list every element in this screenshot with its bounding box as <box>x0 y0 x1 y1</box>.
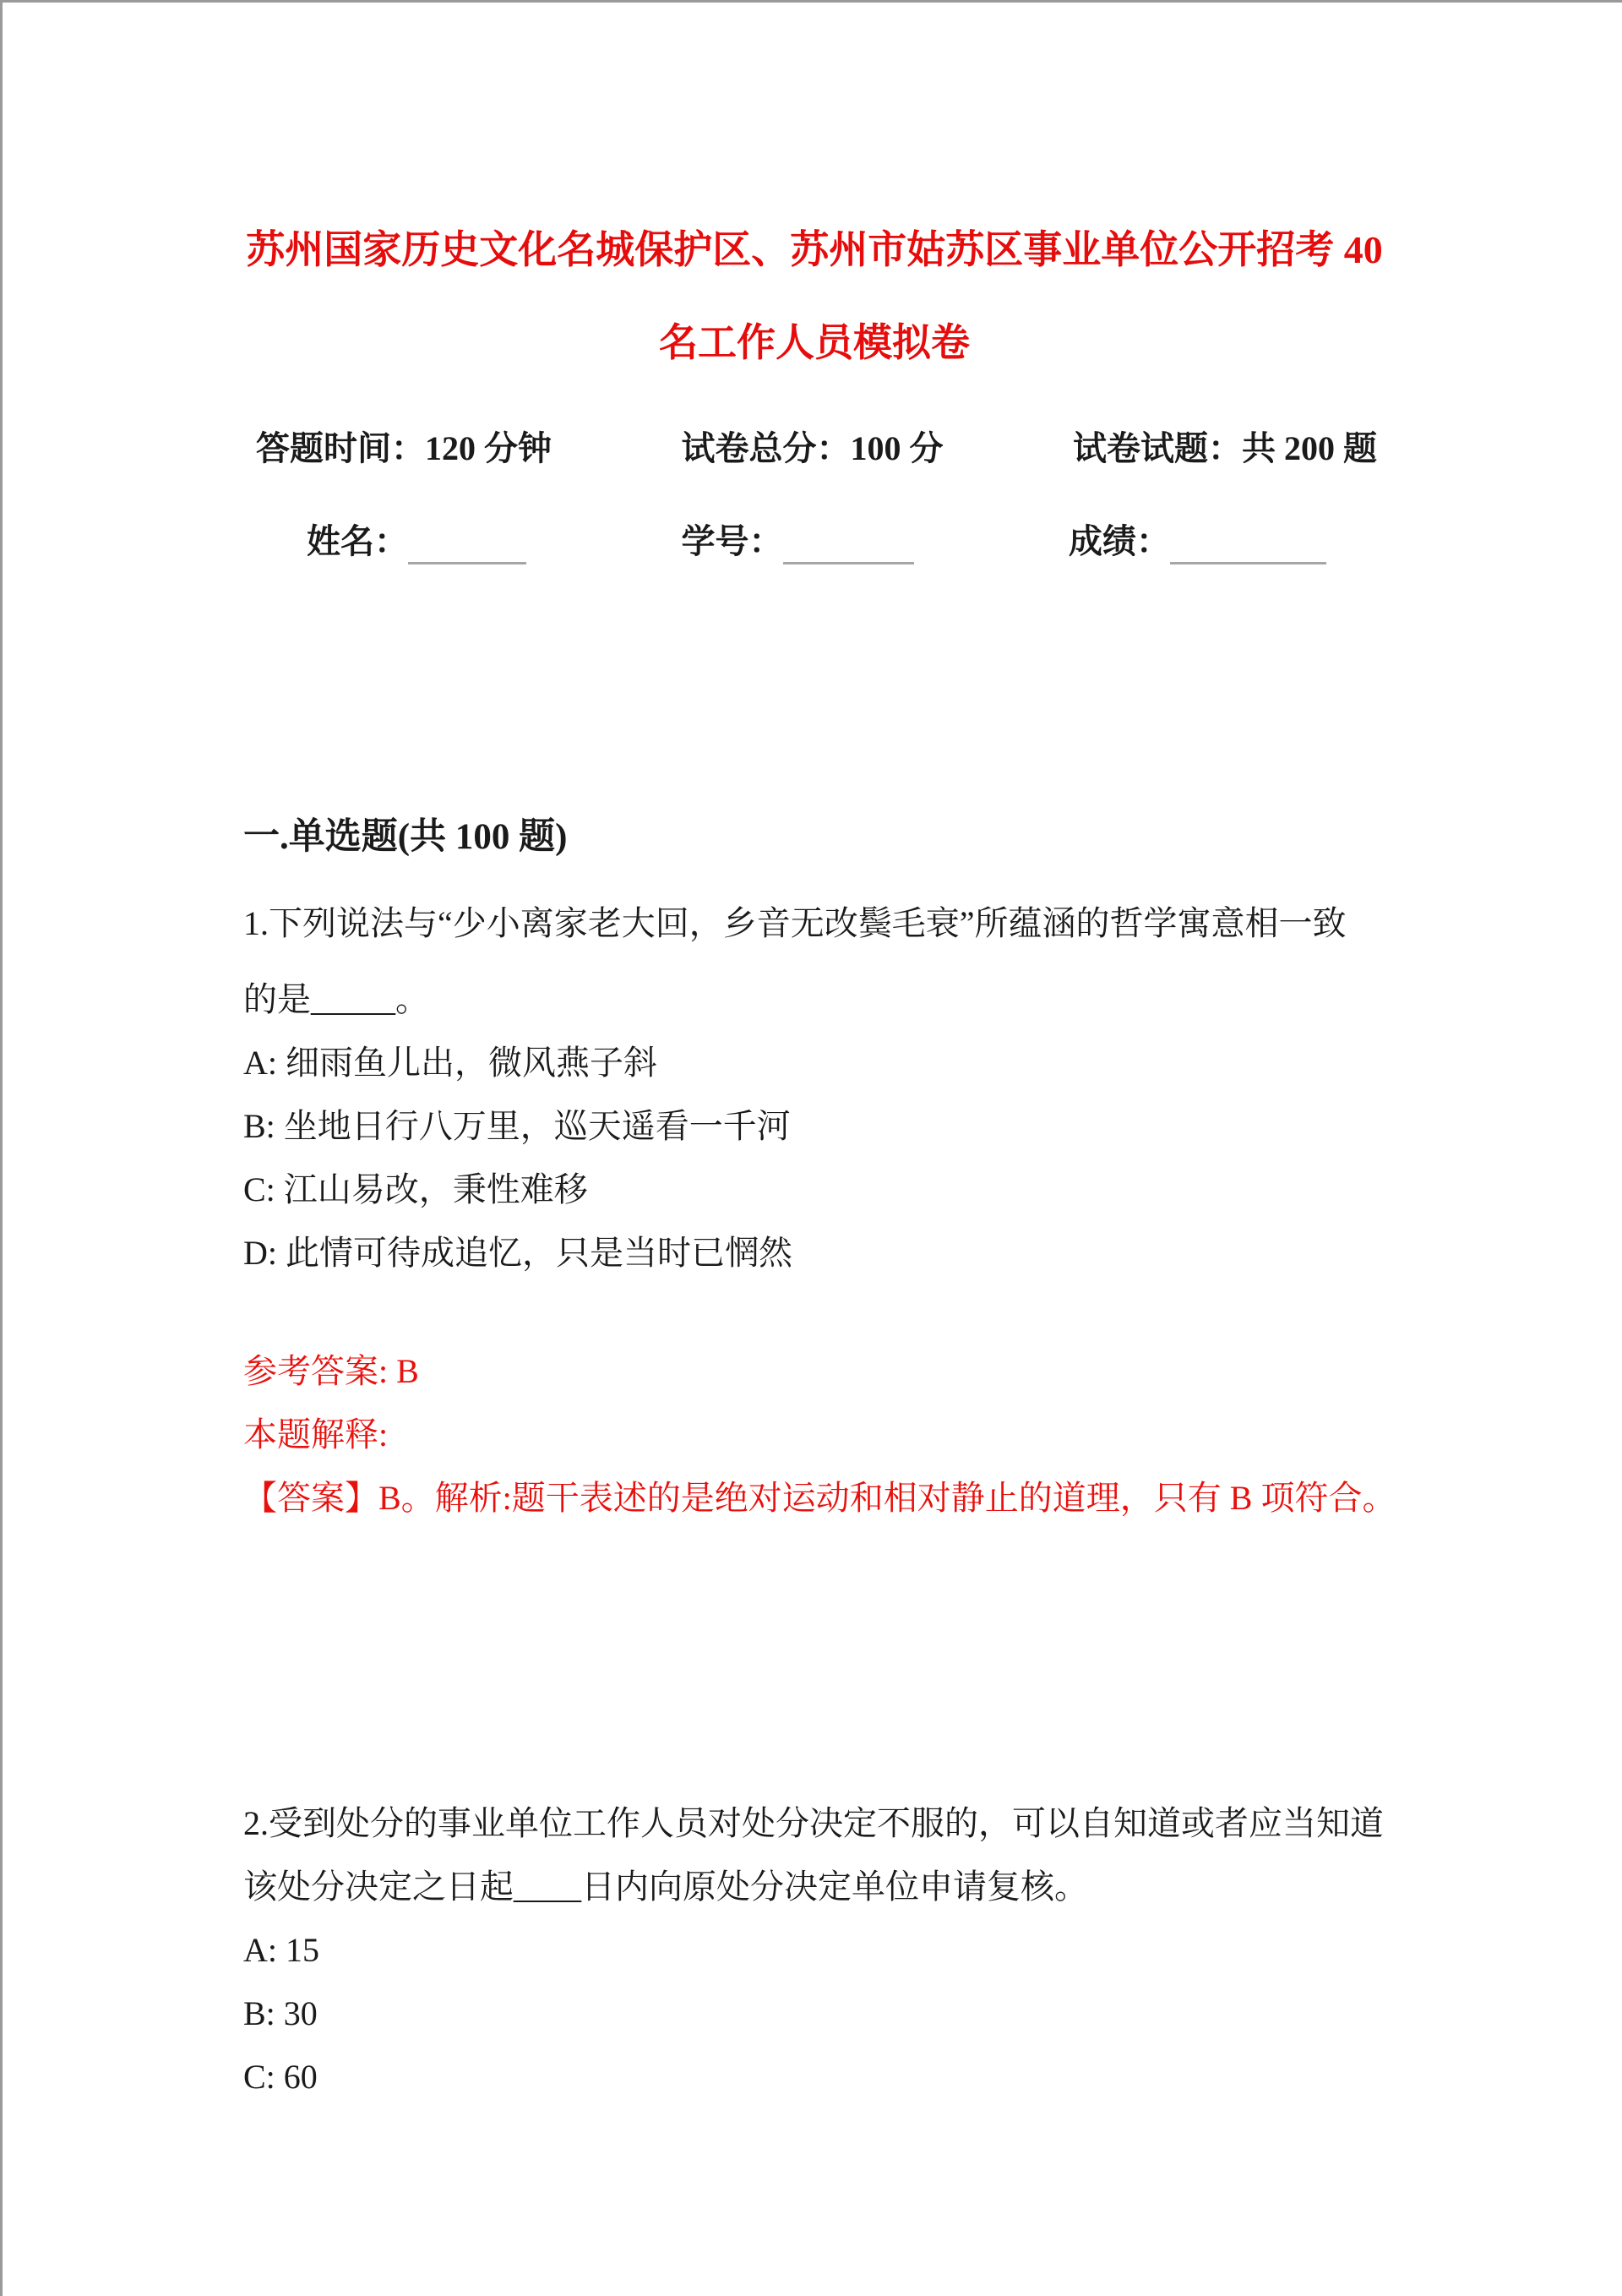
student-id-blank-line <box>783 525 914 564</box>
exam-title-line2: 名工作人员模拟卷 <box>659 321 970 364</box>
exam-question-count: 试卷试题：共 200 题 <box>1073 429 1377 467</box>
question-2-option-b: B: 30 <box>243 1994 318 2032</box>
question-1-stem-line1: 1.下列说法与“少小离家老大回，乡音无改鬓毛衰”所蕴涵的哲学寓意相一致 <box>243 904 1347 942</box>
student-fields-row <box>307 518 1326 564</box>
section-heading: 一.单选题(共 100 题) <box>243 817 568 857</box>
question-1-option-d: D: 此情可待成追忆，只是当时已惘然 <box>243 1234 792 1272</box>
name-blank-line <box>408 525 526 564</box>
question-1-stem-line2: 的是_____。 <box>243 980 429 1018</box>
score-blank-line <box>1170 525 1326 564</box>
question-1-option-b: B: 坐地日行八万里，巡天遥看一千河 <box>243 1107 791 1145</box>
student-id-label: 学号： <box>681 522 783 560</box>
name-field <box>307 518 526 564</box>
question-1-explanation: 【答案】B。解析:题干表述的是绝对运动和相对静止的道理，只有 B 项符合。 <box>243 1479 1396 1517</box>
exam-title <box>243 204 1385 390</box>
exam-info-row <box>256 425 1377 472</box>
question-2-stem-line2: 该处分决定之日起____日内向原处分决定单位申请复核。 <box>243 1868 1088 1906</box>
question-1-explanation-label: 本题解释: <box>243 1415 389 1453</box>
question-2-stem-line1: 2.受到处分的事业单位工作人员对处分决定不服的，可以自知道或者应当知道 <box>243 1804 1384 1842</box>
exam-duration: 答题时间：120 分钟 <box>256 429 552 467</box>
student-id-field <box>682 518 914 564</box>
question-1-option-c: C: 江山易改，秉性难移 <box>243 1170 588 1208</box>
exam-title-line1: 苏州国家历史文化名城保护区、苏州市姑苏区事业单位公开招考 40 <box>246 228 1383 271</box>
question-2-option-a: A: 15 <box>243 1931 319 1969</box>
question-1-option-a: A: 细雨鱼儿出，微风燕子斜 <box>243 1044 657 1082</box>
question-2-option-c: C: 60 <box>243 2058 318 2096</box>
question-1-answer: 参考答案: B <box>243 1352 419 1390</box>
name-label: 姓名： <box>307 522 408 560</box>
score-field <box>1069 518 1326 564</box>
exam-total-score: 试卷总分：100 分 <box>681 429 944 467</box>
score-label: 成绩： <box>1069 522 1170 560</box>
